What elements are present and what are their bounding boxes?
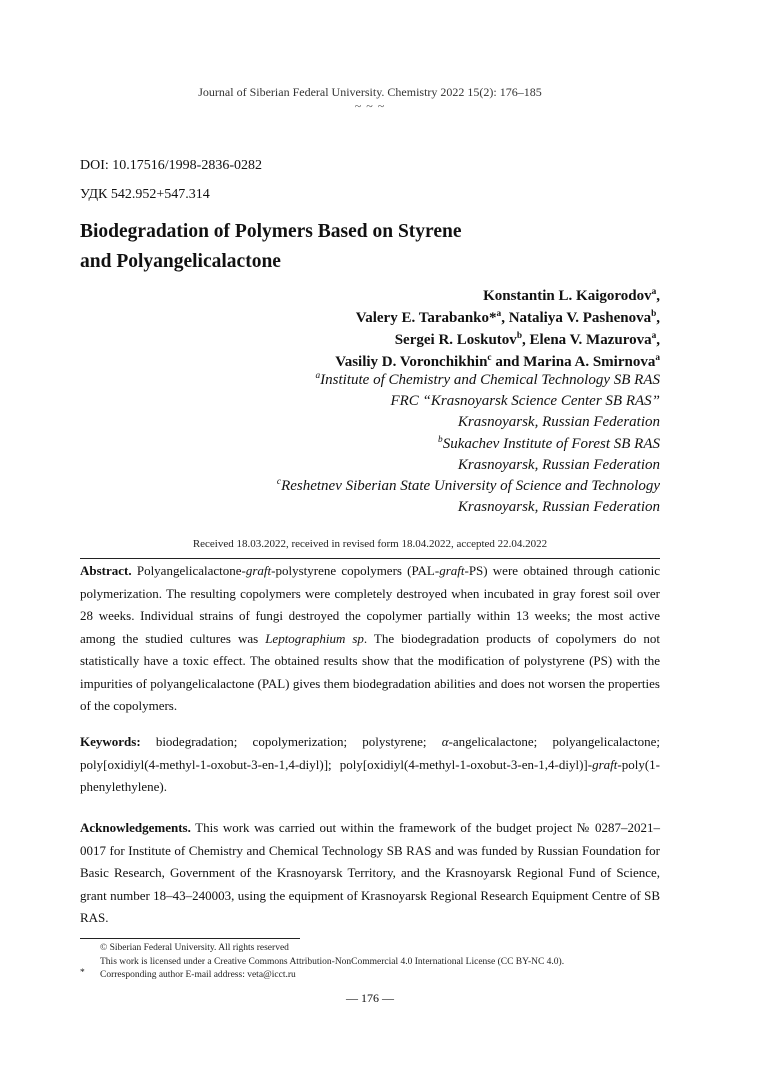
title-line-2: and Polyangelicalactone <box>80 251 281 272</box>
divider <box>80 558 660 559</box>
affiliation-line: Reshetnev Siberian State University of Science and Technology <box>281 478 660 495</box>
footnote-license: This work is licensed under a Creative Commons Attribution-NonCommercial 4.0 International License (CC BY-NC 4.0). <box>100 957 565 967</box>
author-sup: c <box>487 353 492 363</box>
affiliation-line: Krasnoyarsk, Russian Federation <box>457 499 660 516</box>
author-name: Nataliya V. Pashenova <box>508 310 652 326</box>
page-number: ― 176 ― <box>346 991 394 1005</box>
received-dates: Received 18.03.2022, received in revised form 18.04.2022, accepted 22.04.2022 <box>192 538 548 550</box>
affiliation-line: Krasnoyarsk, Russian Federation <box>457 414 660 431</box>
abstract-text: . The biodegradation products of copolymers do not statistically have a toxic effect. The obtained results show that the modification of polystyrene (PS) with the impurities of polyangelicalactone (PAL) gives them biodegradation abilities and does not worsen the properties of the copolymers. <box>80 630 660 713</box>
journal-header: Journal of Siberian Federal University. Chemistry 2022 15(2): 176–185 <box>198 85 542 99</box>
paper-title <box>80 217 640 277</box>
abstract-italic: graft <box>439 563 465 578</box>
keywords-label: Keywords: <box>80 734 141 749</box>
acknowledgements <box>80 817 660 930</box>
keywords <box>80 731 660 799</box>
acknowledgements-label: Acknowledgements. <box>80 820 191 835</box>
affiliation-line: FRC “Krasnoyarsk Science Center SB RAS” <box>390 393 660 410</box>
author-conjunction: and <box>495 354 520 370</box>
keywords-italic: graft <box>592 756 618 772</box>
affiliation-line: Sukachev Institute of Forest SB RAS <box>442 435 660 452</box>
author-sup: a <box>651 287 657 297</box>
author-list: Konstantin L. Kaigorodov$^a$, Valery E. Tarabanko*$^a$, Nataliya V. Pashenova$^b$, Sergei R. Loskutov$^b$, Elena V. Mazurova$^a$, Vasiliy D. Voronchikhin$^c$ and Marina A. Smirnova$^a$ <box>335 287 660 370</box>
abstract-italic: Leptographium sp <box>265 630 364 646</box>
udk-code: УДК 542.952+547.314 <box>80 187 210 202</box>
author-sup: b <box>516 331 522 341</box>
author-sup: a <box>655 353 660 363</box>
abstract-italic: graft <box>245 563 272 578</box>
author-name: Valery E. Tarabanko* <box>355 310 497 326</box>
footnote-marker: * <box>80 968 85 978</box>
doi: DOI: 10.17516/1998-2836-0282 <box>80 158 262 173</box>
keywords-text: biodegradation; copolymerization; polystyrene; <box>140 734 442 749</box>
keywords-italic: α <box>441 734 449 749</box>
abstract-label: Abstract. <box>80 563 132 578</box>
keywords-text: -poly(1-phenylethylene). <box>80 756 660 794</box>
title-line-1: Biodegradation of Polymers Based on Styrene <box>80 221 462 242</box>
author-name: Sergei R. Loskutov <box>394 332 517 348</box>
header-separator: ~ ~ ~ <box>354 99 386 113</box>
author-name: Konstantin L. Kaigorodov <box>483 288 652 304</box>
affiliation-sup: c <box>276 477 282 488</box>
affiliation-sup: b <box>438 434 443 445</box>
footnote-copyright: © Siberian Federal University. All rights reserved <box>100 943 289 953</box>
abstract-text: -PS) were obtained through cationic polymerization. The resulting copolymers were completely destroyed when incubated in gray forest soil over 28 weeks. Individual strains of fungi destroyed the copolymer partially within 13 weeks; the most active among the studied cultures was <box>80 563 660 646</box>
affiliation-line: Krasnoyarsk, Russian Federation <box>457 456 660 473</box>
author-name: Marina A. Smirnova <box>523 354 656 370</box>
footnote-corresponding: Corresponding author E-mail address: veta@icct.ru <box>100 970 296 980</box>
author-sup: a <box>496 309 502 319</box>
author-sup: a <box>651 331 657 341</box>
affiliation-sup: a <box>315 371 321 381</box>
author-sup: b <box>651 309 657 319</box>
acknowledgements-text: This work was carried out within the framework of the budget project № 0287–2021–0017 for Institute of Chemistry and Chemical Technology SB RAS and was funded by Russian Foundation for Basic Research, Government of the Krasnoyarsk Territory, and the Krasnoyarsk Regional Fund of Science, grant number 18–43–240003, using the equipment of Krasnoyarsk Regional Research Equipment Centre of SB RAS. <box>80 820 660 925</box>
affiliations <box>140 370 660 518</box>
author-name: Vasiliy D. Voronchikhin <box>335 354 488 370</box>
abstract <box>80 560 660 718</box>
footnote-divider <box>80 938 300 939</box>
author-name: Elena V. Mazurova <box>529 332 652 348</box>
abstract-text: -polystyrene copolymers (PAL- <box>271 563 440 578</box>
abstract-text: Polyangelicalactone- <box>131 563 246 578</box>
affiliation-line: Institute of Chemistry and Chemical Technology SB RAS <box>320 372 660 388</box>
keywords-text: -angelicalactone; polyangelicalactone; poly[oxidiyl(4-methyl-1-oxobut-3-en-1,4-diyl)]; poly[oxidiyl(4-methyl-1-oxobut-3-en-1,4-diyl)]- <box>80 734 660 772</box>
